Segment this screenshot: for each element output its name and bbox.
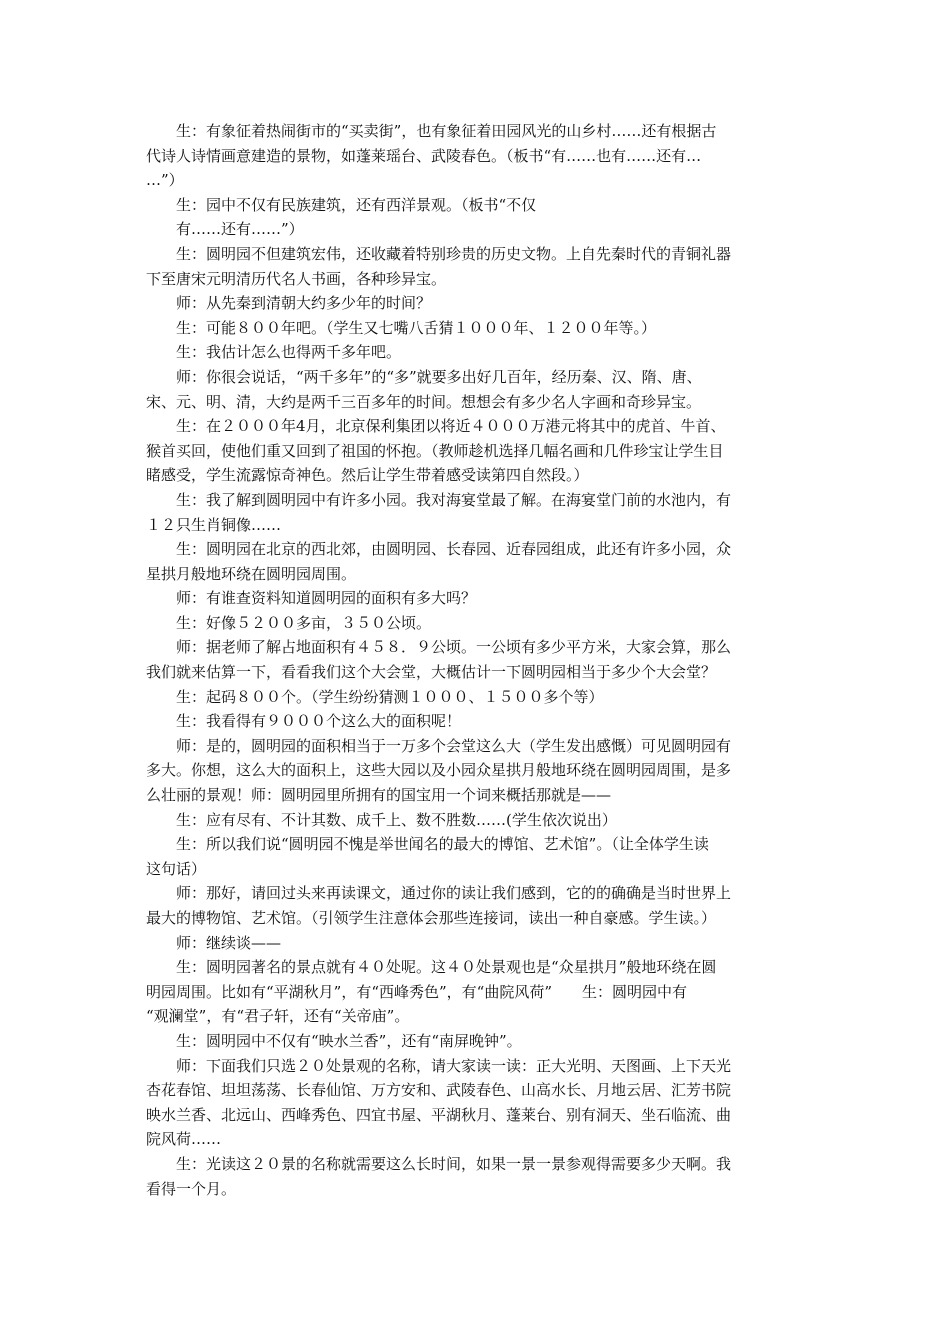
paragraph [146, 119, 810, 193]
paragraph [146, 414, 810, 488]
paragraph [146, 537, 810, 586]
paragraph-line: 最大的博物馆、艺术馆。（引领学生注意体会那些连接词，读出一种自豪感。学生读。） [146, 909, 717, 927]
paragraph [146, 291, 810, 316]
paragraph-line: 生：园中不仅有民族建筑，还有西洋景观。（板书“不仅 [176, 195, 537, 214]
paragraph-line: 有……还有……”） [176, 220, 304, 239]
paragraph [146, 611, 810, 636]
paragraph-line: 多大。你想，这么大的面积上，这些大园以及小园众星拱月般地环绕在圆明园周围，是多 [146, 761, 732, 780]
paragraph-line: 生：起码８００个。（学生纷纷猜测１０００、１５００多个等） [176, 687, 604, 706]
paragraph [146, 217, 810, 242]
paragraph-line: 生：圆明园在北京的西北郊，由圆明园、长春园、近春园组成，此还有许多小园，众 [176, 540, 732, 559]
paragraph [146, 1054, 810, 1152]
paragraph-line: 杏花春馆、坦坦荡荡、长春仙馆、万方安和、武陵春色、山高水长、月地云居、汇芳书院 [146, 1081, 732, 1100]
paragraph-line: 师：继续谈—— [176, 933, 282, 952]
paragraph-line: 代诗人诗情画意建造的景物，如蓬莱瑶台、武陵春色。（板书“有……也有……还有… [146, 146, 702, 165]
paragraph-line: 生：圆明园中不仅有“映水兰香”，还有“南屏晚钟”。 [176, 1031, 522, 1050]
paragraph-line: 生：圆明园不但建筑宏伟，还收藏着特别珍贵的历史文物。上自先秦时代的青铜礼器 [176, 244, 732, 263]
paragraph-line: 师：从先秦到清朝大约多少年的时间？ [176, 294, 432, 313]
paragraph-line: 猴首买回，使他们重又回到了祖国的怀抱。（教师趁机选择几幅名画和几件珍宝让学生目 [146, 441, 724, 460]
paragraph-line: 生：圆明园著名的景点就有４０处呢。这４０处景观也是“众星拱月”般地环绕在圆 [176, 958, 717, 977]
paragraph [146, 340, 810, 365]
paragraph-line: 星拱月般地环绕在圆明园周围。 [146, 564, 357, 583]
paragraph-line: 生：好像５２００多亩，３５０公顷。 [176, 613, 432, 632]
paragraph-line: 生：光读这２０景的名称就需要这么长时间，如果一景一景参观得需要多少天啊。我 [176, 1154, 732, 1173]
document-body [146, 119, 810, 1201]
paragraph [146, 586, 810, 611]
paragraph [146, 242, 810, 291]
paragraph-line: 生：我了解到圆明园中有许多小园。我对海宴堂最了解。在海宴堂门前的水池内，有 [176, 490, 732, 509]
paragraph [146, 365, 810, 414]
paragraph-line: 生：我估计怎么也得两千多年吧。 [176, 343, 402, 362]
paragraph [146, 193, 810, 218]
paragraph [146, 709, 810, 734]
paragraph-line: 生：可能８００年吧。（学生又七嘴八舌猜１０００年、１２００年等。） [176, 318, 657, 337]
paragraph-line: …”） [146, 171, 184, 190]
paragraph-line: 看得一个月。 [146, 1179, 237, 1198]
paragraph-line: 师：下面我们只选２０处景观的名称，请大家读一读：正大光明、天图画、上下天光 [176, 1056, 732, 1075]
paragraph [146, 955, 810, 1029]
paragraph-line: 生：我看得有９０００个这么大的面积呢！ [176, 712, 462, 731]
paragraph-line: 下至唐宋元明清历代名人书画，各种珍异宝。 [146, 269, 447, 288]
paragraph-line: 生：所以我们说“圆明园不愧是举世闻名的最大的博馆、艺术馆”。（让全体学生读 [176, 835, 709, 854]
paragraph [146, 1029, 810, 1054]
paragraph-line: 睹感受，学生流露惊奇神色。然后让学生带着感受读第四自然段。） [146, 466, 589, 485]
paragraph-line: 师：有谁查资料知道圆明园的面积有多大吗？ [176, 589, 477, 608]
paragraph-line: 我们就来估算一下，看看我们这个大会堂，大概估计一下圆明园相当于多少个大会堂？ [146, 663, 717, 682]
paragraph-line: 院风荷…… [146, 1130, 222, 1149]
paragraph-line: 这句话） [146, 859, 207, 878]
paragraph-line: １２只生肖铜像…… [146, 515, 282, 534]
paragraph-line: 明园周围。比如有“平湖秋月”，有“西峰秀色”，有“曲院风荷” 生：圆明园中有 [146, 982, 688, 1001]
paragraph [146, 931, 810, 956]
paragraph [146, 1152, 810, 1201]
paragraph [146, 685, 810, 710]
paragraph-line: 映水兰香、北远山、西峰秀色、四宜书屋、平湖秋月、蓬莱台、别有洞天、坐石临流、曲 [146, 1105, 732, 1124]
paragraph-line: 么壮丽的景观！师：圆明园里所拥有的国宝用一个词来概括那就是—— [146, 786, 612, 805]
paragraph [146, 734, 810, 808]
paragraph [146, 832, 810, 881]
paragraph-line: 宋、元、明、清，大约是两千三百多年的时间。想想会有多少名人字画和奇珍异宝。 [146, 392, 702, 411]
paragraph-line: “观澜堂”，有“君子轩，还有“关帝庙”。 [146, 1007, 410, 1026]
paragraph-line: 师：你很会说话，“两千多年”的“多”就要多出好几百年，经历秦、汉、隋、唐、 [176, 367, 702, 386]
paragraph-line: 师：那好，请回过头来再读课文，通过你的读让我们感到，它的的确确是当时世界上 [176, 884, 732, 903]
paragraph [146, 316, 810, 341]
paragraph-line: 师：是的，圆明园的面积相当于一万多个会堂这么大（学生发出感慨）可见圆明园有 [176, 736, 732, 755]
paragraph [146, 635, 810, 684]
paragraph [146, 881, 810, 930]
paragraph-line: 生：有象征着热闹街市的“买卖街”，也有象征着田园风光的山乡村……还有根据古 [176, 122, 717, 140]
paragraph [146, 488, 810, 537]
paragraph-line: 生：应有尽有、不计其数、成千上、数不胜数……(学生依次说出） [176, 810, 617, 829]
paragraph [146, 808, 810, 833]
paragraph-line: 生：在２０００年4月，北京保利集团以将近４０００万港元将其中的虎首、牛首、 [176, 417, 726, 436]
paragraph-line: 师：据老师了解占地面积有４５８．９公顷。一公顷有多少平方米，大家会算，那么 [176, 638, 732, 657]
